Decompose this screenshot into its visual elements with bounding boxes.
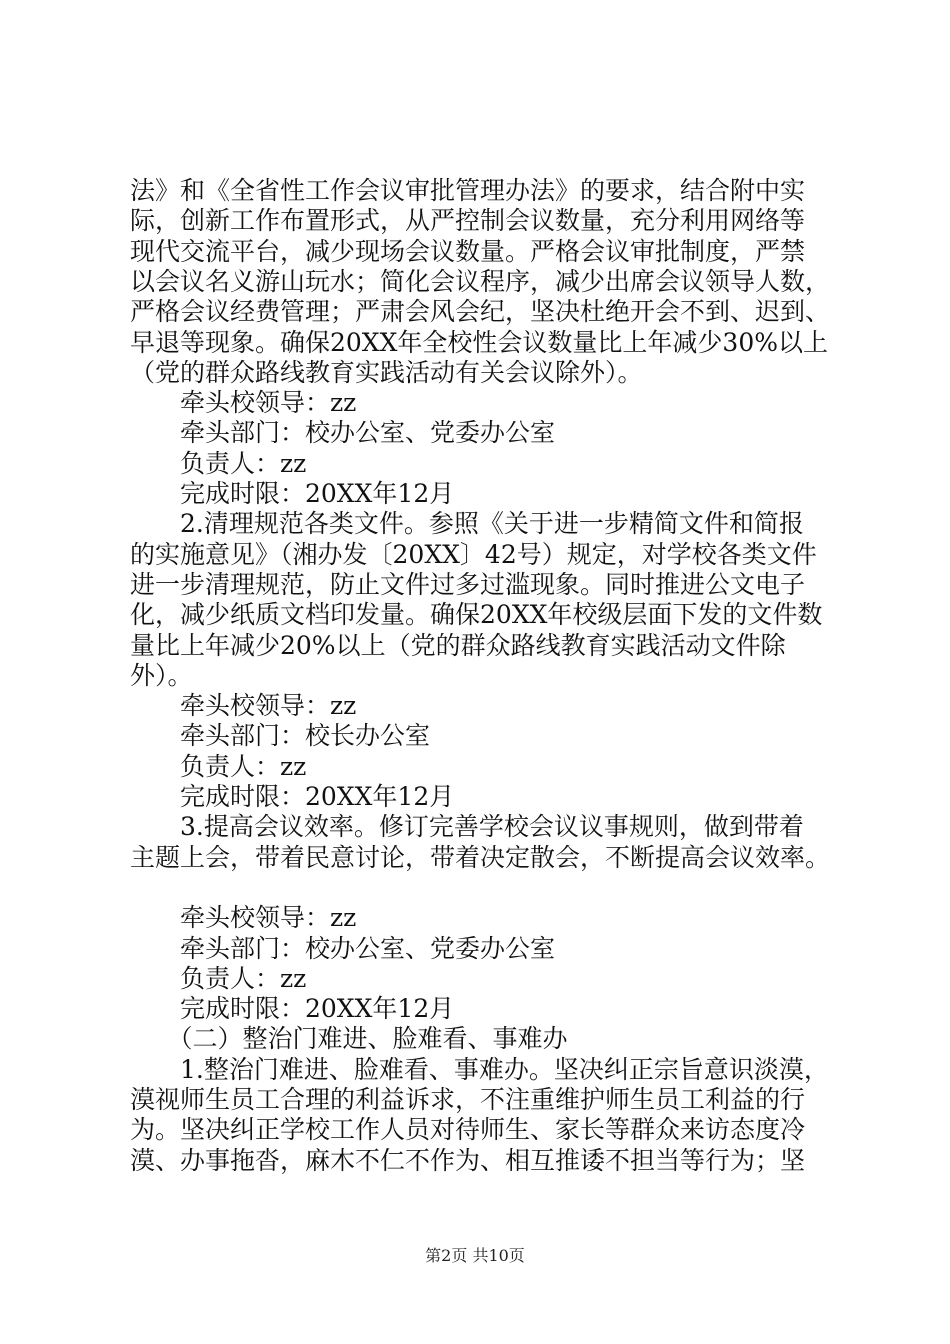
text-line: 3.提高会议效率。修订完善学校会议议事规则，做到带着 <box>130 812 804 842</box>
text-line: 化，减少纸质文档印发量。确保20XX年校级层面下发的文件数 <box>130 600 823 630</box>
text-line: 完成时限：20XX年12月 <box>130 994 455 1024</box>
text-line: 进一步清理规范，防止文件过多过滥现象。同时推进公文电子 <box>130 569 806 599</box>
text-line: 1.整治门难进、脸难看、事难办。坚决纠正宗旨意识淡漠， <box>130 1054 829 1084</box>
text-line: 2.清理规范各类文件。参照《关于进一步精简文件和简报 <box>130 509 804 539</box>
text-line: 漠、办事拖沓，麻木不仁不作为、相互推诿不担当等行为；坚 <box>130 1145 806 1175</box>
text-line: 牵头部门：校办公室、党委办公室 <box>130 418 556 448</box>
text-line: 现代交流平台，减少现场会议数量。严格会议审批制度，严禁 <box>130 236 806 266</box>
text-line: 的实施意见》（湘办发〔20XX〕42号）规定，对学校各类文件 <box>130 539 817 569</box>
text-line: 严格会议经费管理；严肃会风会纪，坚决杜绝开会不到、迟到、 <box>130 297 831 327</box>
page-footer: 第2页 共10页 <box>425 1246 525 1265</box>
text-line: 牵头校领导：zz <box>130 691 357 721</box>
text-line: 法》和《全省性工作会议审批管理办法》的要求，结合附中实 <box>130 176 806 205</box>
text-line: 牵头校领导：zz <box>130 388 357 418</box>
text-line: 为。坚决纠正学校工作人员对待师生、家长等群众来访态度冷 <box>130 1115 806 1145</box>
text-line: 负责人：zz <box>130 751 307 781</box>
text-line: 负责人：zz <box>130 963 307 993</box>
text-line: （二）整治门难进、脸难看、事难办 <box>130 1024 568 1054</box>
text-line: 负责人：zz <box>130 448 307 478</box>
text-line: 早退等现象。确保20XX年全校性会议数量比上年减少30%以上 <box>130 327 828 357</box>
text-line: 牵头部门：校办公室、党委办公室 <box>130 933 556 963</box>
text-line: 外）。 <box>130 660 193 690</box>
text-line: 主题上会，带着民意讨论，带着决定散会，不断提高会议效率。 <box>130 842 831 872</box>
text-line: 牵头校领导：zz <box>130 903 357 933</box>
text-line: 际，创新工作布置形式，从严控制会议数量，充分利用网络等 <box>130 206 806 236</box>
text-line: 量比上年减少20%以上（党的群众路线教育实践活动文件除 <box>130 630 786 660</box>
text-line: （党的群众路线教育实践活动有关会议除外）。 <box>130 357 643 387</box>
text-line: 完成时限：20XX年12月 <box>130 479 455 508</box>
text-line: 以会议名义游山玩水；简化会议程序，减少出席会议领导人数， <box>130 266 831 296</box>
text-line: 漠视师生员工合理的利益诉求，不注重维护师生员工利益的行 <box>130 1085 806 1114</box>
text-line: 牵头部门：校长办公室 <box>130 721 431 751</box>
text-line: 完成时限：20XX年12月 <box>130 782 455 811</box>
